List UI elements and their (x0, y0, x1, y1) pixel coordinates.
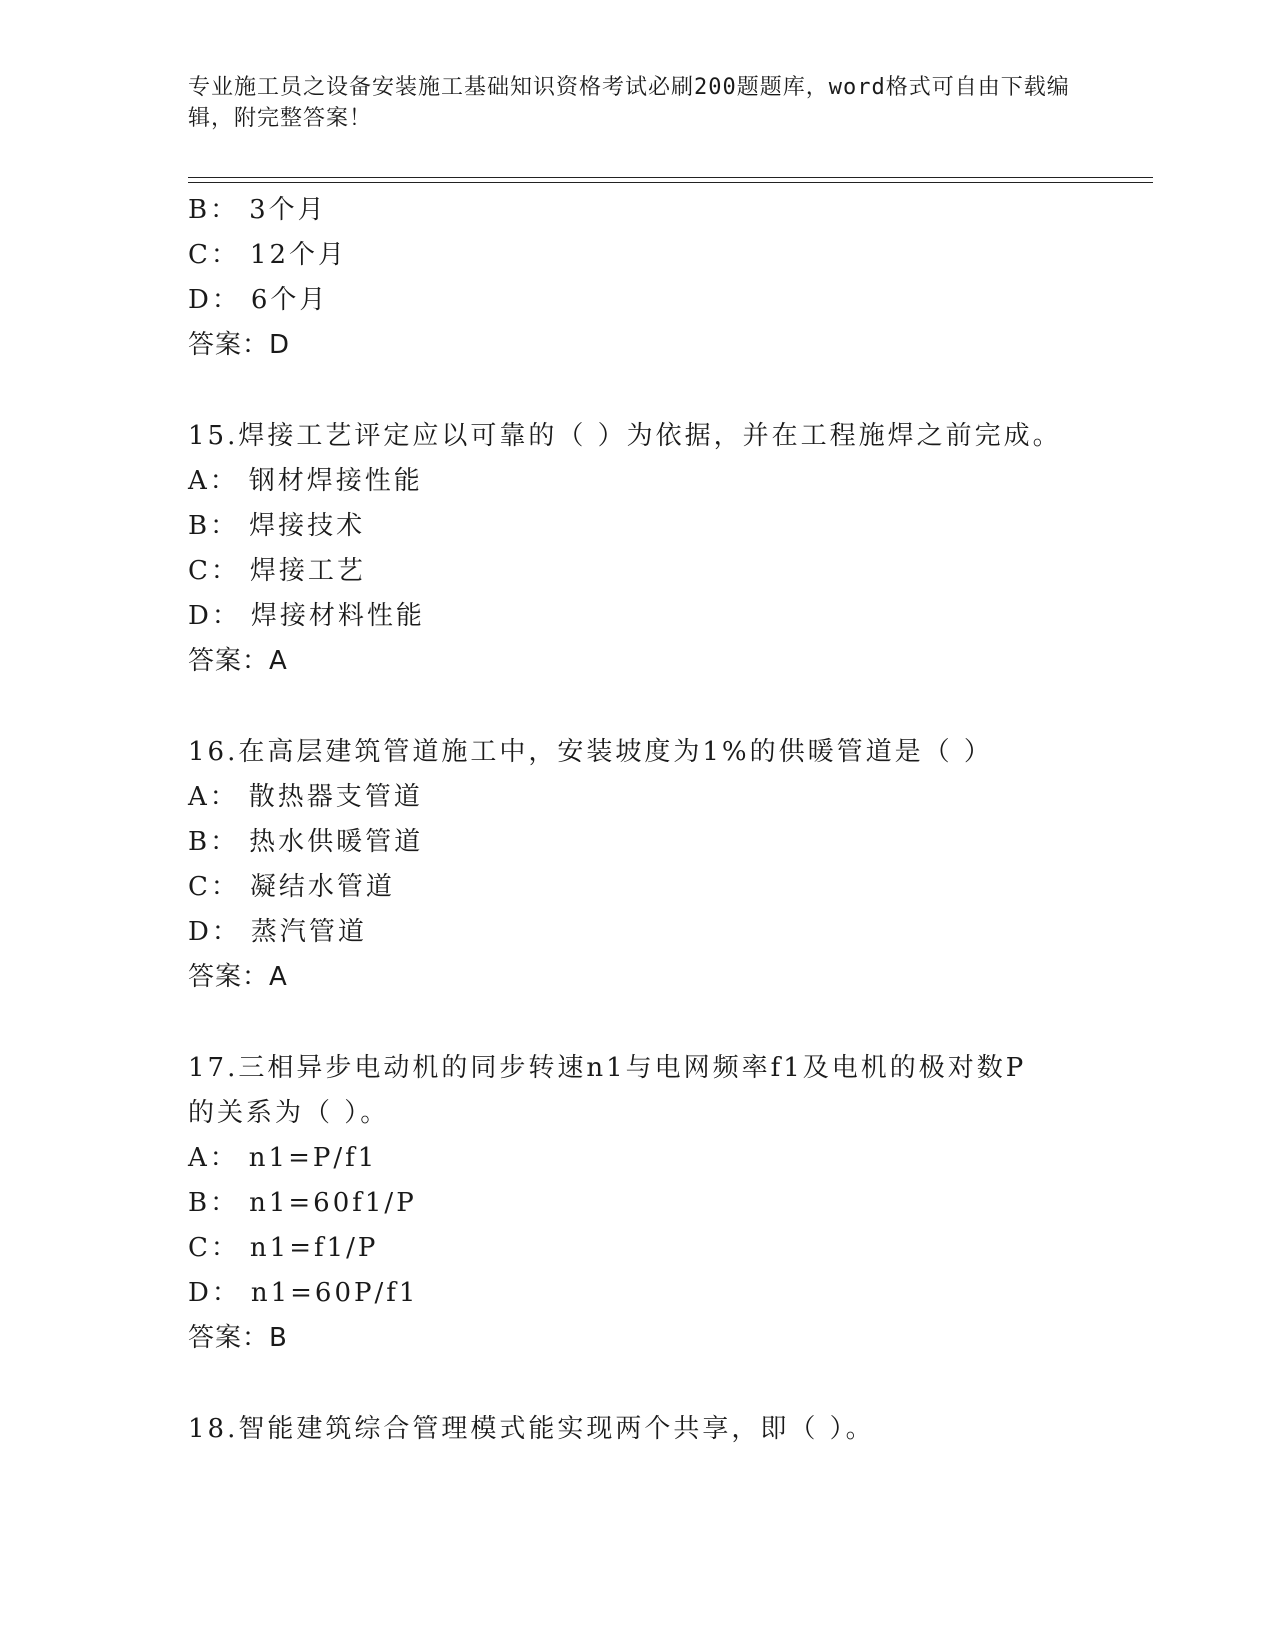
option-c: C： 凝结水管道 (188, 872, 395, 902)
header-divider-top (188, 177, 1153, 178)
question-text: 17.三相异步电动机的同步转速n1与电网频率f1及电机的极对数P的关系为（ ）。 (188, 1053, 1027, 1128)
question-block-17 (188, 1046, 1148, 1361)
option-c: C： 12个月 (188, 240, 347, 270)
question-list (188, 188, 1148, 1452)
option-d: D： 焊接材料性能 (188, 601, 425, 631)
question-text: 18.智能建筑综合管理模式能实现两个共享，即（ ）。 (188, 1414, 875, 1444)
option-b: B： 3个月 (188, 195, 327, 225)
page-header (188, 72, 1088, 134)
question-text: 16.在高层建筑管道施工中，安装坡度为1%的供暖管道是（ ） (188, 737, 993, 767)
question-block-15 (188, 414, 1148, 684)
option-a: A： 散热器支管道 (188, 782, 423, 812)
answer-line: 答案：A (188, 646, 288, 676)
question-block-18 (188, 1407, 1148, 1452)
option-c: C： n1=f1/P (188, 1233, 379, 1263)
option-a: A： n1=P/f1 (188, 1143, 378, 1173)
option-d: D： 6个月 (188, 285, 329, 315)
option-b: B： 焊接技术 (188, 511, 366, 541)
question-block-16 (188, 730, 1148, 1000)
header-divider-bottom (188, 182, 1153, 183)
answer-line: 答案：D (188, 330, 291, 360)
option-b: B： 热水供暖管道 (188, 827, 424, 857)
header-title: 专业施工员之设备安装施工基础知识资格考试必刷200题题库，word格式可自由下载编辑，附完整答案！ (188, 75, 1070, 131)
answer-line: 答案：A (188, 962, 288, 992)
option-c: C： 焊接工艺 (188, 556, 366, 586)
question-text: 15.焊接工艺评定应以可靠的（ ）为依据，并在工程施焊之前完成。 (188, 421, 1062, 451)
question-block-partial (188, 188, 1148, 368)
option-a: A： 钢材焊接性能 (188, 466, 423, 496)
option-d: D： n1=60P/f1 (188, 1278, 419, 1308)
answer-line: 答案：B (188, 1323, 288, 1353)
option-d: D： 蒸汽管道 (188, 917, 367, 947)
option-b: B： n1=60f1/P (188, 1188, 417, 1218)
